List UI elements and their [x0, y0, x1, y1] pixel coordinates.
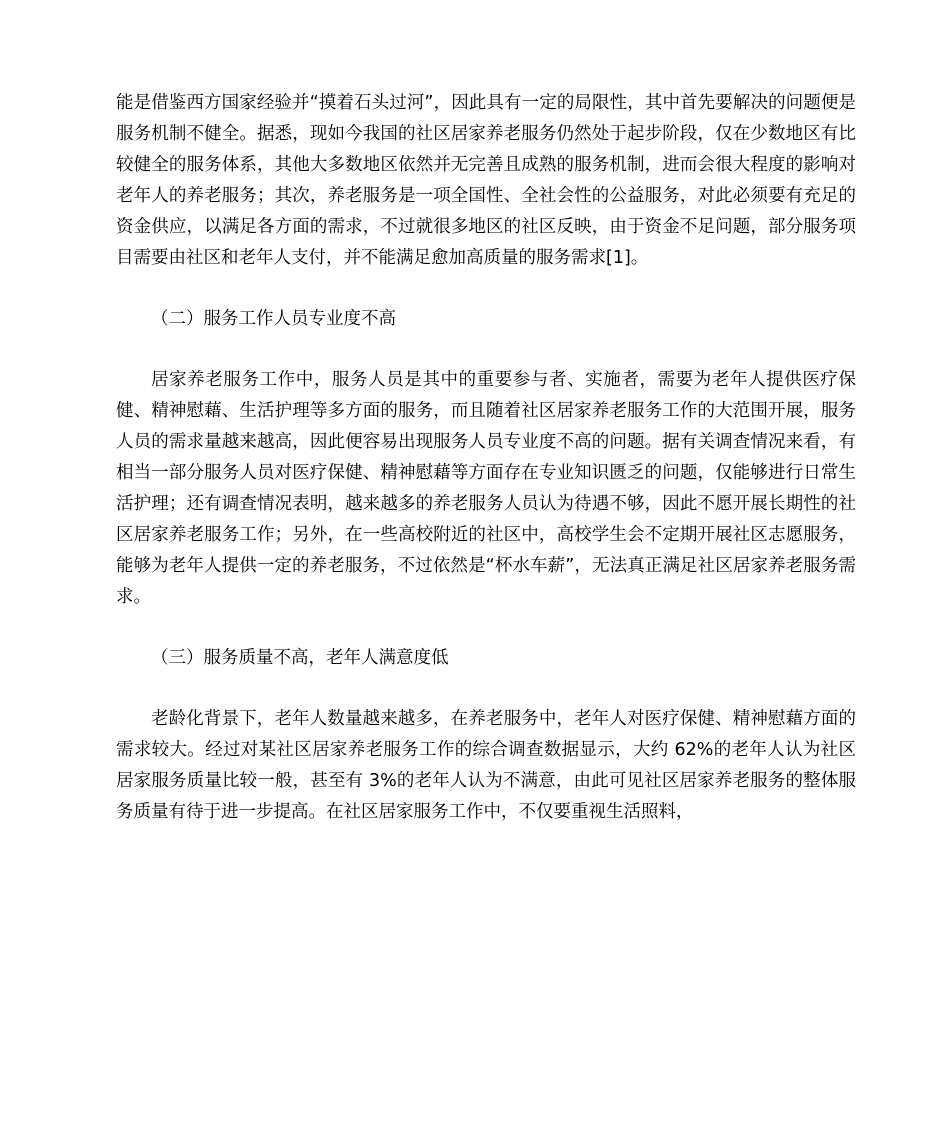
paragraph-funding-mechanism: 能是借鉴西方国家经验并“摸着石头过河”，因此具有一定的局限性，其中首先要解决的问题便是服务机制不健全。据悉，现如今我国的社区居家养老服务仍然处于起步阶段，仅在少数地区有比较健全的服务体系，其他大多数地区依然并无完善且成熟的服务机制，进而会很大程度的影响对老年人的养老服务；其次，养老服务是一项全国性、全社会性的公益服务，对此必须要有充足的资金供应，以满足各方面的需求，不过就很多地区的社区反映，由于资金不足问题，部分服务项目需要由社区和老年人支付，并不能满足愈加高质量的服务需求[1]。 [116, 93, 856, 268]
paragraph-service-quality: 老龄化背景下，老年人数量越来越多，在养老服务中，老年人对医疗保健、精神慰藉方面的需求较大。经过对某社区居家养老服务工作的综合调查数据显示，大约 62%的老年人认为社区居家服务质量比较一般，甚至有 3%的老年人认为不满意，由此可见社区居家养老服务的整体服务质量有待于进一步提高。在社区居家服务工作中，不仅要重视生活照料， [116, 709, 856, 822]
document-page [116, 88, 856, 828]
paragraph-staff-professionalism: 居家养老服务工作中，服务人员是其中的重要参与者、实施者，需要为老年人提供医疗保健、精神慰藉、生活护理等多方面的服务，而且随着社区居家养老服务工作的大范围开展，服务人员的需求量越来越高，因此便容易出现服务人员专业度不高的问题。据有关调查情况来看，有相当一部分服务人员对医疗保健、精神慰藉等方面存在专业知识匮乏的问题，仅能够进行日常生活护理；还有调查情况表明，越来越多的养老服务人员认为待遇不够，因此不愿开展长期性的社区居家养老服务工作；另外，在一些高校附近的社区中，高校学生会不定期开展社区志愿服务，能够为老年人提供一定的养老服务，不过依然是“杯水车薪”，无法真正满足社区居家养老服务需求。 [116, 370, 856, 607]
section-heading-staff-professionalism: （二）服务工作人员专业度不高 [151, 309, 396, 329]
section-heading-service-quality: （三）服务质量不高，老年人满意度低 [151, 648, 449, 668]
